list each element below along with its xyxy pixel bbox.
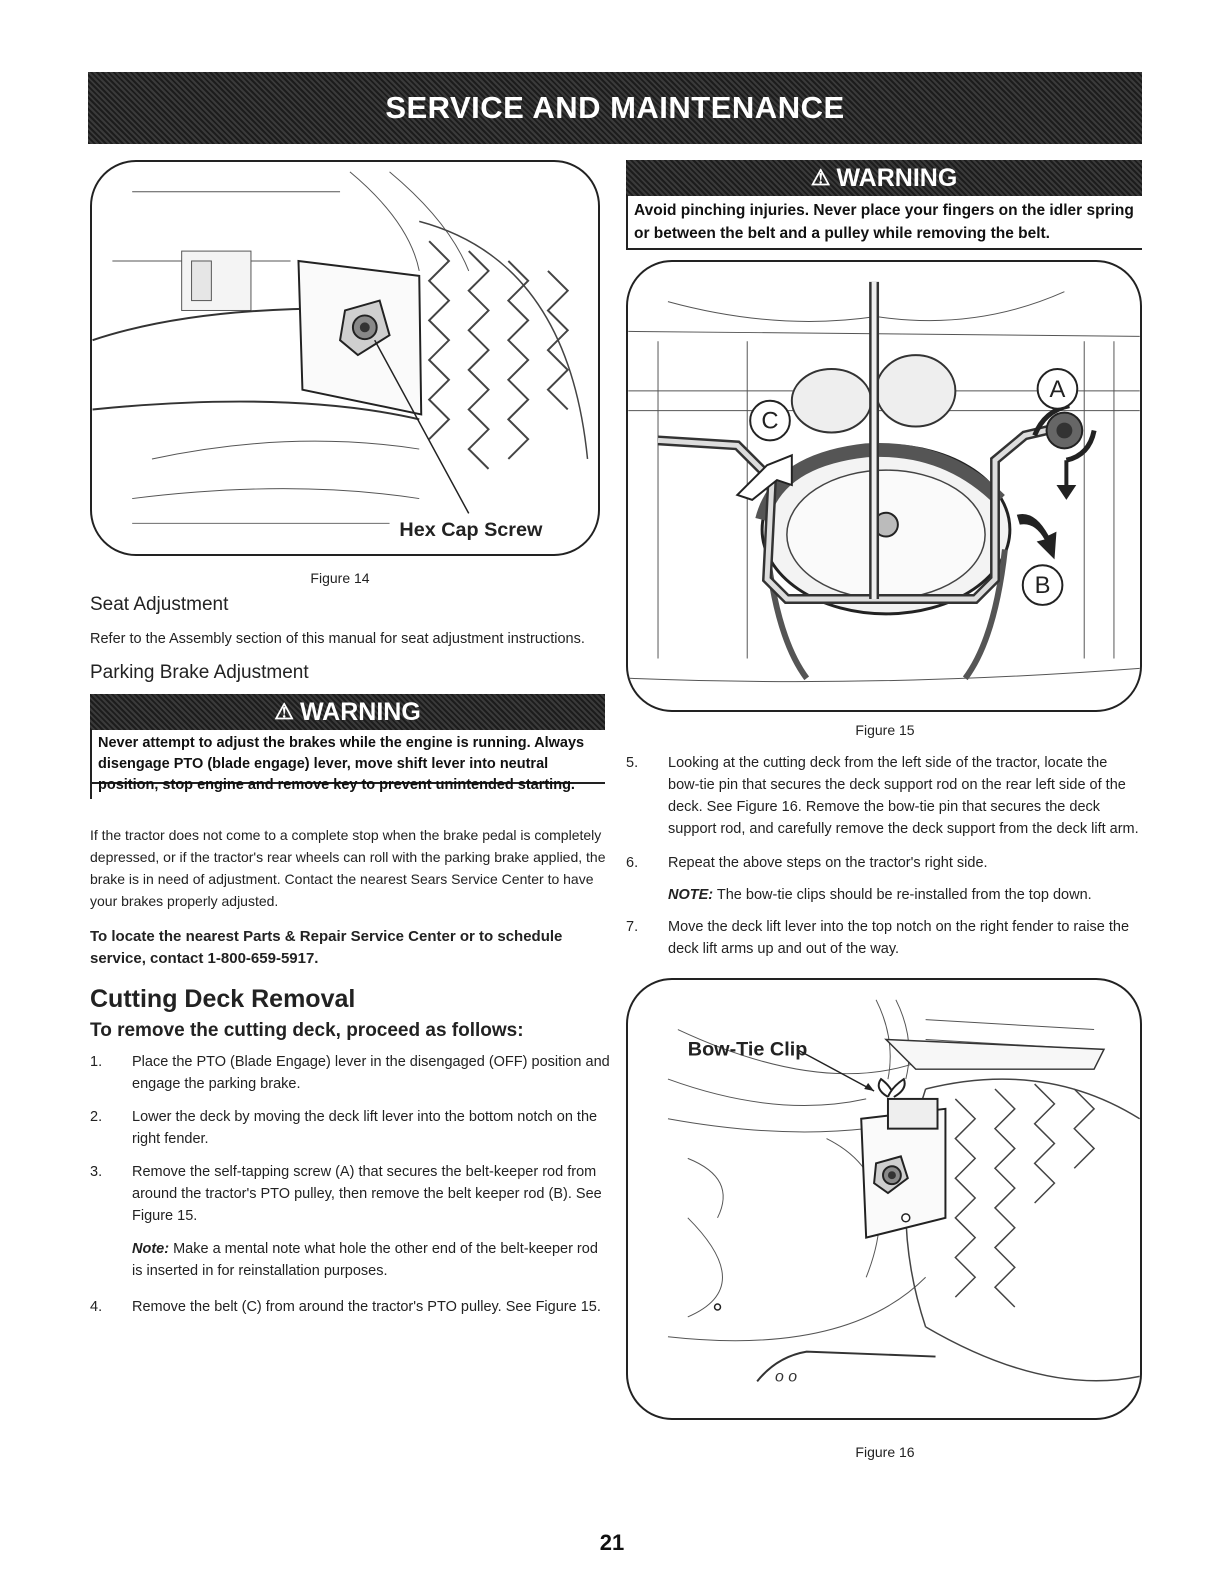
- warning-triangle-icon: ⚠: [810, 165, 831, 190]
- step-3: 3. Remove the self-tapping screw (A) that secures the belt-keeper rod from around the tractor's PTO pulley, then remove the belt keeper rod (B). See Figure 15.: [90, 1164, 602, 1224]
- seat-adjustment-text: Refer to the Assembly section of this manual for seat adjustment instructions.: [90, 631, 585, 647]
- step-6: 6. Repeat the above steps on the tractor's right side.: [626, 855, 988, 871]
- svg-text:C: C: [761, 407, 779, 435]
- hex-cap-screw-label: Hex Cap Screw: [399, 519, 543, 542]
- parking-brake-heading: Parking Brake Adjustment: [90, 662, 309, 683]
- bow-tie-clip-label: Bow-Tie Clip: [687, 1038, 808, 1061]
- step-2: 2. Lower the deck by moving the deck lift lever into the bottom notch on the right fender.: [90, 1109, 598, 1147]
- figure-14-illustration: [92, 162, 598, 554]
- pinch-warning-text: Avoid pinching injuries. Never place your fingers on the idler spring or between the belt and a pulley while removing the belt.: [626, 196, 1142, 248]
- cutting-deck-heading: Cutting Deck Removal: [90, 985, 356, 1013]
- step-7: 7. Move the deck lift lever into the top notch on the right fender to raise the deck lift arms up and out of the way.: [626, 919, 1130, 957]
- figure-16-illustration: [628, 980, 1140, 1418]
- warning-triangle-icon: ⚠: [274, 699, 294, 724]
- figure-16-caption: Figure 16: [855, 1444, 915, 1460]
- section-title: SERVICE AND MAINTENANCE: [385, 90, 845, 125]
- figure-16: [626, 978, 1142, 1420]
- pinch-warning-box: [626, 160, 1142, 250]
- figure-15: [626, 260, 1142, 712]
- figure-14-caption: Figure 14: [310, 570, 370, 586]
- figure-15-caption: Figure 15: [855, 722, 915, 738]
- brake-warning-box: [90, 694, 605, 793]
- service-contact-text: To locate the nearest Parts & Repair Service Center or to schedule service, contact 1-800-659-5917.: [90, 928, 563, 967]
- section-banner: [88, 72, 1142, 144]
- page-number: 21: [599, 1530, 625, 1555]
- step-5: 5. Looking at the cutting deck from the left side of the tractor, locate the bow-tie pin that secures the deck support rod on the rear left side of the deck. See Figure 16. Remove the bow-tie pin that secures the deck support rod, and carefully remove the deck support from the deck lift arm.: [626, 755, 1139, 837]
- figure-14: [90, 160, 600, 556]
- cutting-deck-subheading: To remove the cutting deck, proceed as follows:: [90, 1020, 524, 1041]
- step-3-note: Note: Make a mental note what hole the other end of the belt-keeper rod is inserted in for reinstallation purposes.: [132, 1241, 598, 1279]
- step-6-note: NOTE: The bow-tie clips should be re-installed from the top down.: [668, 887, 1092, 903]
- svg-text:B: B: [1034, 572, 1051, 600]
- step-4: 4. Remove the belt (C) from around the tractor's PTO pulley. See Figure 15.: [90, 1299, 601, 1315]
- step-1: 1. Place the PTO (Blade Engage) lever in the disengaged (OFF) position and engage the parking brake.: [90, 1054, 610, 1092]
- brake-warning-heading: ⚠ WARNING: [90, 694, 605, 730]
- svg-text:A: A: [1049, 375, 1066, 403]
- svg-text:o o: o o: [774, 1368, 798, 1386]
- brake-warning-text: Never attempt to adjust the brakes while the engine is running. Always disengage PTO (blade engage) lever, move shift lever into neutral position, stop engine and remove key to prevent unintended starting.: [90, 730, 605, 799]
- brake-adjust-text: If the tractor does not come to a complete stop when the brake pedal is completely depressed, or if the tractor's rear wheels can roll with the parking brake applied, the brake is in need of adjustment. Contact the nearest Sears Service Center to have your brakes properly adjusted.: [90, 827, 606, 909]
- pinch-warning-heading: ⚠ WARNING: [626, 160, 1142, 196]
- callout-c: [750, 401, 790, 441]
- callout-b: [1023, 565, 1063, 605]
- seat-adjustment-heading: Seat Adjustment: [90, 594, 229, 615]
- figure-15-illustration: [628, 262, 1140, 710]
- callout-a: [1038, 369, 1078, 409]
